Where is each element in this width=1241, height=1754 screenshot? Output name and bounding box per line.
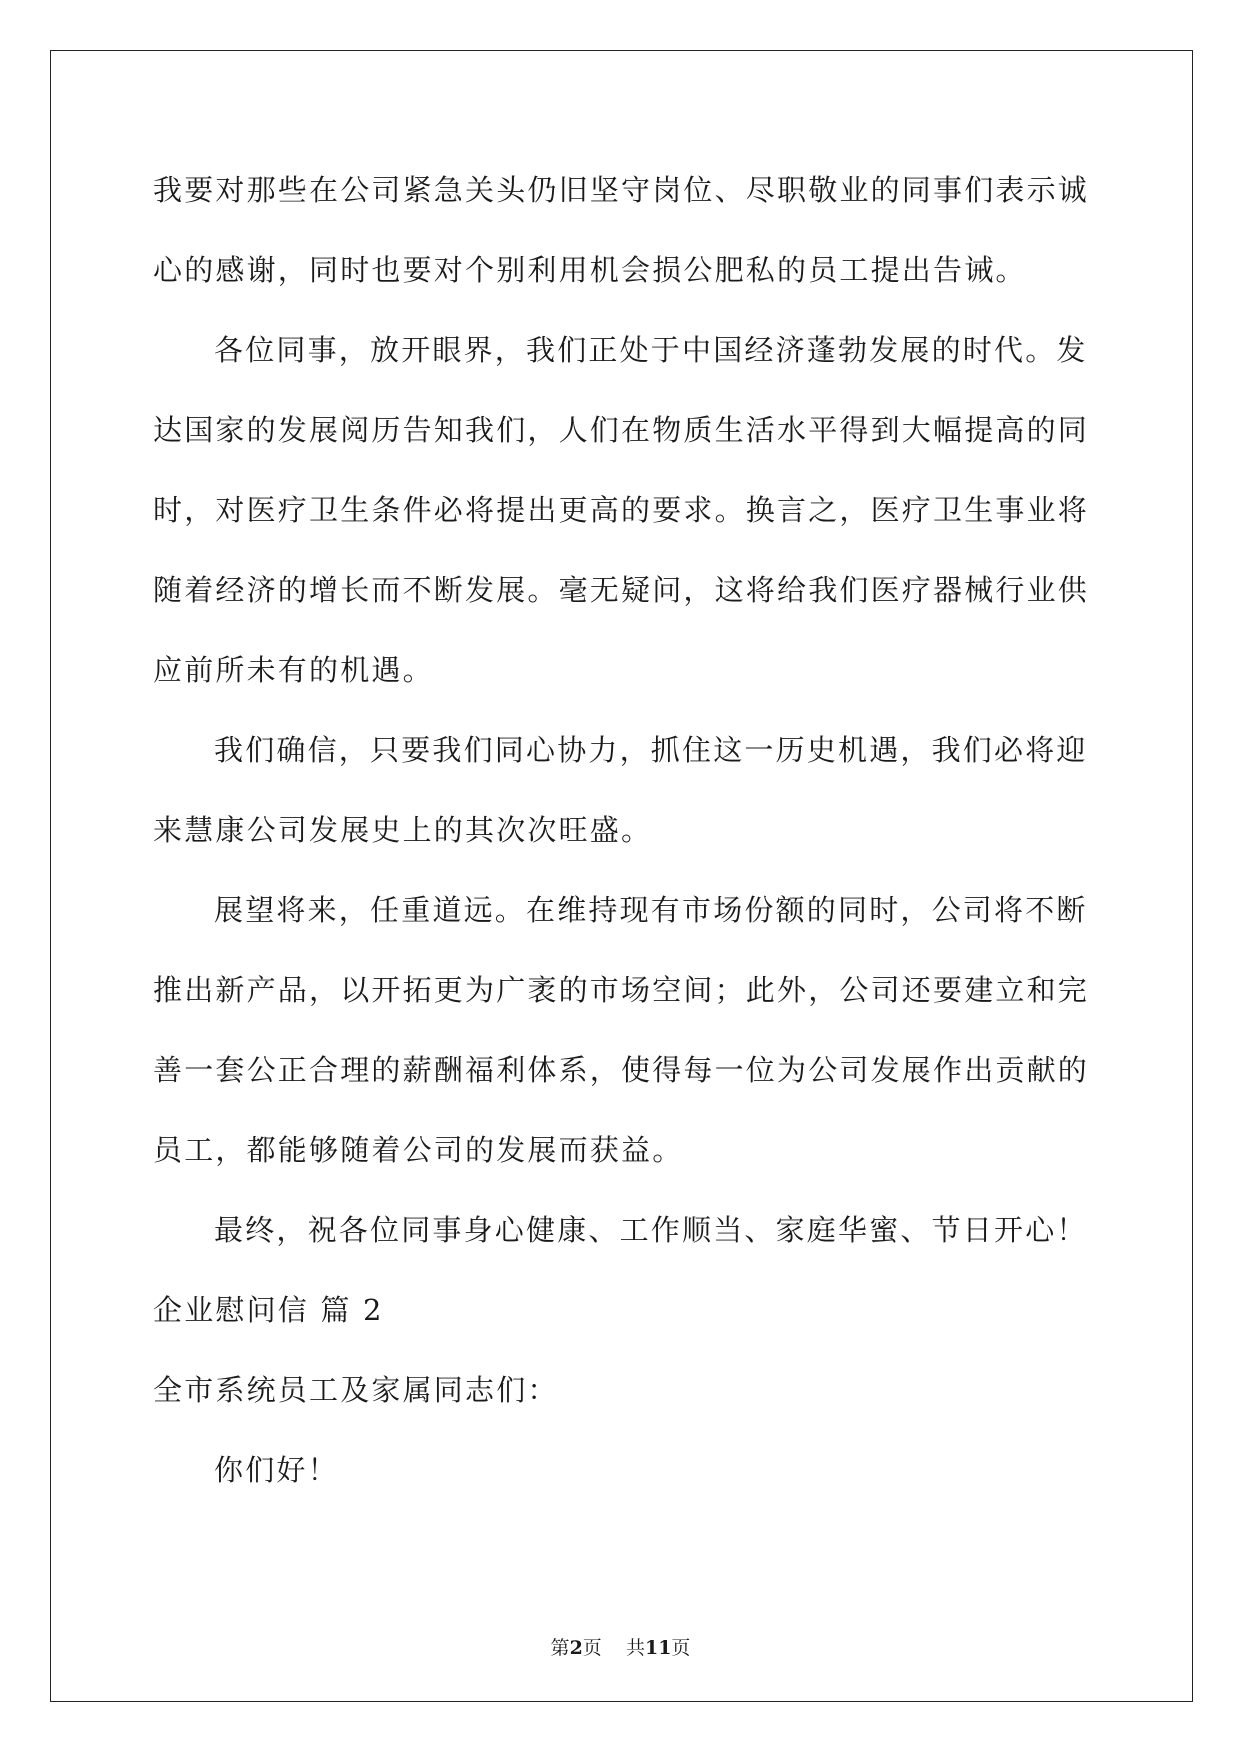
body-line: 达国家的发展阅历告知我们，人们在物质生活水平得到大幅提高的同	[153, 413, 1090, 447]
body-line: 来慧康公司发展史上的其次次旺盛。	[153, 813, 653, 847]
body-line: 随着经济的增长而不断发展。毫无疑问，这将给我们医疗器械行业供	[153, 573, 1090, 607]
body-line: 善一套公正合理的薪酬福利体系，使得每一位为公司发展作出贡献的	[153, 1053, 1090, 1087]
footer-prefix: 第	[550, 1637, 570, 1659]
footer-total-pages: 11	[644, 1637, 672, 1659]
footer-page-number: 2	[569, 1637, 583, 1659]
greeting: 你们好！	[214, 1453, 339, 1487]
footer-suffix: 页	[671, 1637, 691, 1659]
body-line: 最终，祝各位同事身心健康、工作顺当、家庭华蜜、节日开心！	[214, 1213, 1088, 1247]
body-line: 推出新产品，以开拓更为广袤的市场空间；此外，公司还要建立和完	[153, 973, 1090, 1007]
body-line: 各位同事，放开眼界，我们正处于中国经济蓬勃发展的时代。发	[214, 333, 1088, 367]
salutation: 全市系统员工及家属同志们：	[153, 1373, 559, 1407]
page-footer	[0, 1636, 1241, 1660]
body-line: 员工，都能够随着公司的发展而获益。	[153, 1133, 684, 1167]
body-line: 应前所未有的机遇。	[153, 653, 434, 687]
footer-mid: 页 共	[582, 1637, 645, 1659]
body-line: 心的感谢，同时也要对个别利用机会损公肥私的员工提出告诫。	[153, 253, 1027, 287]
body-line: 我们确信，只要我们同心协力，抓住这一历史机遇，我们必将迎	[214, 733, 1088, 767]
body-line: 展望将来，任重道远。在维持现有市场份额的同时，公司将不断	[214, 893, 1088, 927]
section-heading: 企业慰问信 篇 2	[153, 1293, 384, 1327]
body-line: 我要对那些在公司紧急关头仍旧坚守岗位、尽职敬业的同事们表示诚	[153, 173, 1090, 207]
body-line: 时，对医疗卫生条件必将提出更高的要求。换言之，医疗卫生事业将	[153, 493, 1090, 527]
